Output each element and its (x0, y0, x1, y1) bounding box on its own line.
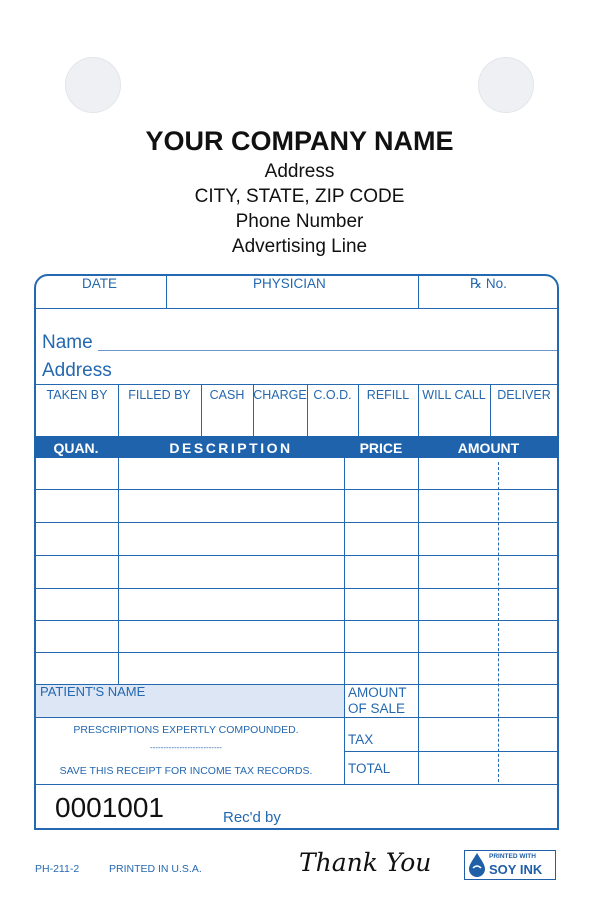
amount-of-sale-label-2: OF SALE (348, 701, 406, 716)
receipt-number: 0001001 (55, 792, 165, 823)
divider (34, 784, 559, 785)
divider (418, 458, 419, 784)
physician-label: PHYSICIAN (253, 276, 326, 291)
cod-box[interactable]: C.O.D. (313, 388, 352, 402)
recd-by-label[interactable]: Rec'd by (223, 809, 281, 826)
patient-address-label: Address (42, 360, 112, 381)
soy-ink-logo (464, 850, 556, 880)
item-row-line (34, 555, 559, 556)
amount-of-sale-label: AMOUNT (348, 685, 407, 700)
form-code: PH-211-2 (35, 863, 80, 875)
divider (34, 384, 559, 385)
company-city: CITY, STATE, ZIP CODE (194, 186, 405, 207)
punch-hole-right (478, 57, 534, 113)
printed-in-usa: PRINTED IN U.S.A. (109, 863, 202, 875)
divider (344, 751, 559, 752)
item-row-line (34, 620, 559, 621)
company-name: YOUR COMPANY NAME (145, 126, 454, 156)
deliver-box[interactable]: DELIVER (497, 388, 551, 402)
charge-box[interactable]: CHARGE (253, 388, 307, 402)
company-address: Address (264, 161, 335, 182)
note-divider: --------------------------- (150, 743, 222, 752)
company-phone: Phone Number (235, 211, 364, 232)
cents-divider (498, 462, 499, 782)
divider (166, 276, 167, 308)
divider (118, 458, 119, 684)
divider (34, 717, 344, 718)
compounded-note: PRESCRIPTIONS EXPERTLY COMPOUNDED. (73, 724, 299, 736)
item-row-line (34, 652, 559, 653)
tax-label: TAX (348, 732, 374, 747)
description-header: DESCRIPTION (169, 440, 293, 456)
price-header: PRICE (359, 440, 403, 456)
divider (344, 458, 345, 784)
date-label: DATE (82, 276, 118, 291)
soy-ink-small: PRINTED WITH (489, 853, 536, 860)
tax-records-note: SAVE THIS RECEIPT FOR INCOME TAX RECORDS. (59, 765, 313, 777)
divider (34, 308, 559, 309)
soy-ink-large: SOY INK (489, 862, 543, 877)
item-row-line (34, 522, 559, 523)
patients-name-label: PATIENT'S NAME (40, 684, 146, 699)
quan-header: QUAN. (53, 440, 99, 456)
item-row-line (34, 489, 559, 490)
divider (344, 717, 559, 718)
taken-by-box[interactable]: TAKEN BY (46, 388, 108, 402)
advertising-line: Advertising Line (231, 236, 368, 257)
soy-drop-icon (467, 852, 487, 878)
item-row-line (34, 588, 559, 589)
thank-you-script: Thank You (299, 848, 432, 877)
filled-by-box[interactable]: FILLED BY (128, 388, 191, 402)
refill-box[interactable]: REFILL (366, 388, 410, 402)
cash-box[interactable]: CASH (209, 388, 245, 402)
divider (418, 276, 419, 308)
total-label: TOTAL (348, 761, 391, 776)
will-call-box[interactable]: WILL CALL (422, 388, 486, 402)
punch-hole-left (65, 57, 121, 113)
rx-number-label: ℞ No. (470, 276, 507, 291)
name-line[interactable] (98, 350, 557, 351)
patient-name-label: Name (42, 332, 93, 353)
amount-header: AMOUNT (457, 440, 520, 456)
